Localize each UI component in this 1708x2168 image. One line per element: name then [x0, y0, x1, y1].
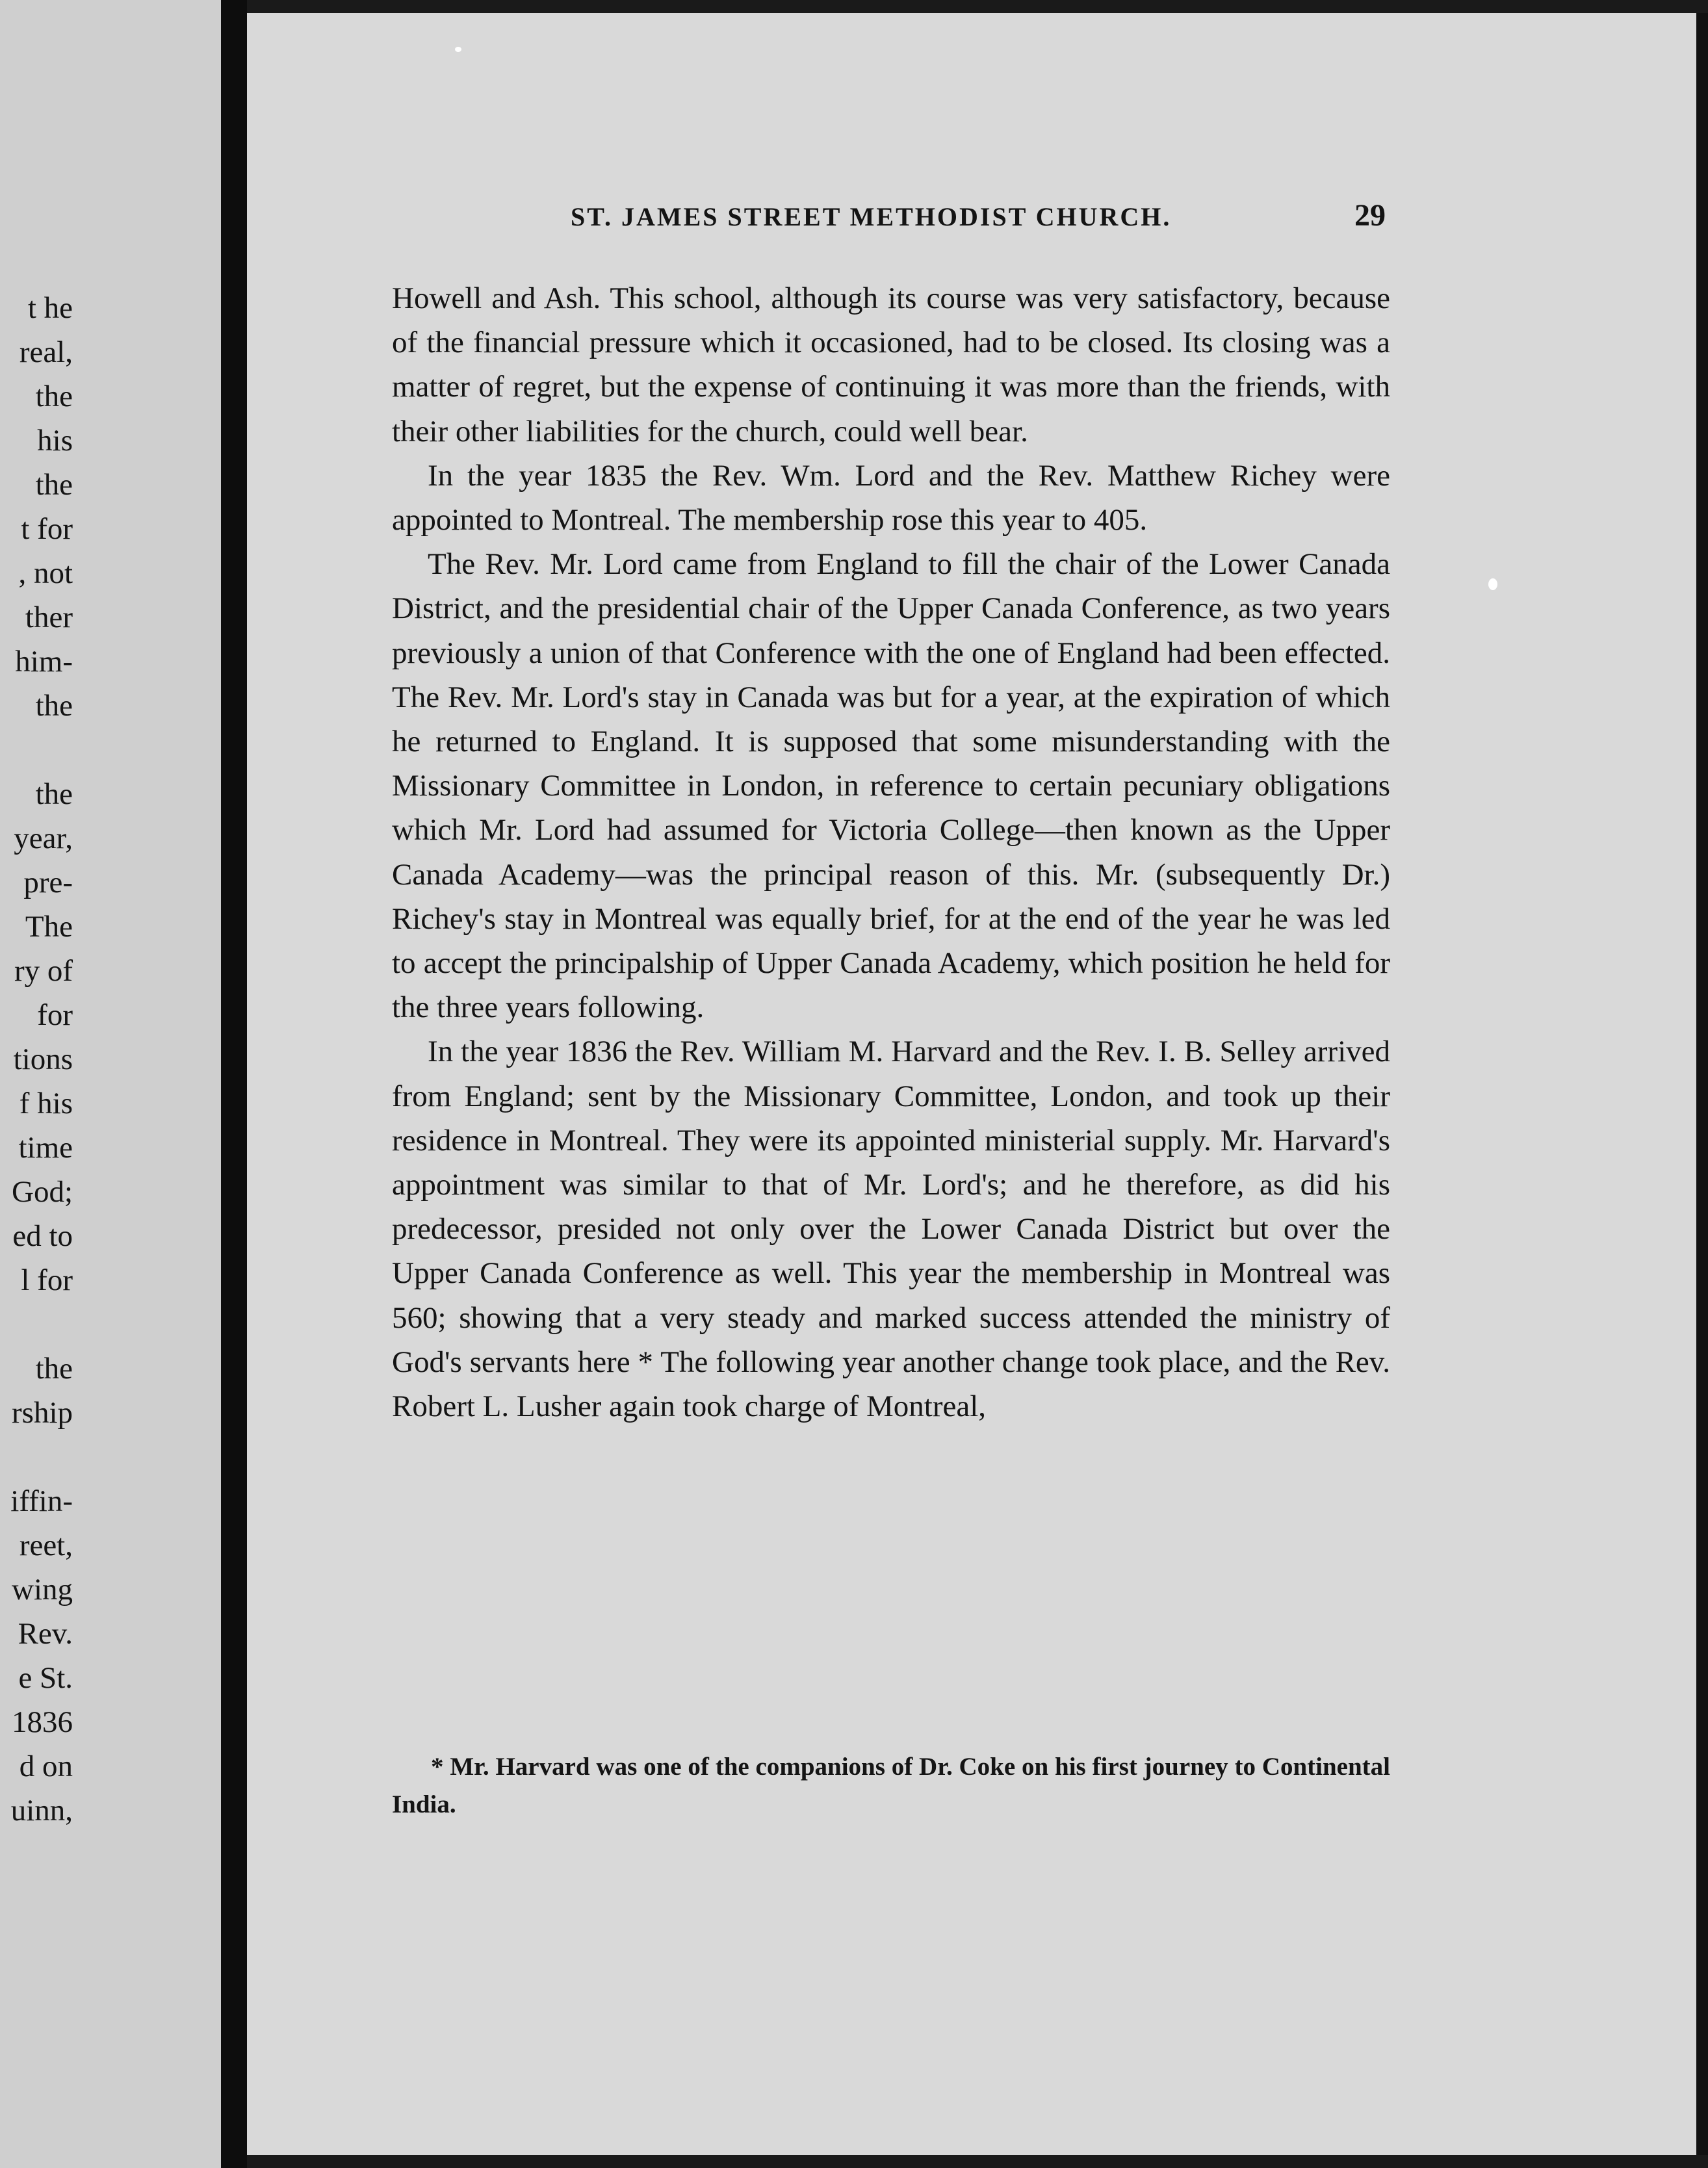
footnote [392, 1748, 1390, 1824]
left-page-fragment: d on [19, 1749, 73, 1783]
left-page-fragment: the [35, 380, 73, 413]
left-page-fragment: the [35, 777, 73, 811]
body-text [392, 276, 1390, 1428]
left-page-fragment [0, 728, 73, 772]
paragraph-2: In the year 1835 the Rev. Wm. Lord and the Rev. Matthew Richey were appointed to Montreal. The membership rose this year to 405. [392, 458, 1390, 537]
left-page-fragment: , not [18, 556, 73, 590]
left-page-fragment: ther [25, 600, 73, 634]
running-head: ST. JAMES STREET METHODIST CHURCH. [571, 202, 1172, 231]
left-page-fragment: Rev. [18, 1617, 73, 1651]
book-gutter [221, 0, 247, 2168]
left-page-fragment: ed to [12, 1219, 73, 1253]
left-page-fragment: uinn, [10, 1794, 73, 1827]
left-page-fragment: t he [27, 291, 73, 325]
page-header [312, 198, 1430, 247]
left-page-text-fragments [0, 286, 73, 1833]
left-page-fragment: t for [21, 512, 73, 546]
left-page-fragment: the [35, 689, 73, 723]
left-page-fragment: l for [21, 1263, 73, 1297]
left-page-fragment: ry of [14, 954, 73, 988]
left-page-fragment: reet, [19, 1529, 73, 1562]
left-facing-page [0, 0, 221, 2168]
left-page-fragment: wing [12, 1573, 73, 1607]
left-page-fragment: God; [12, 1175, 73, 1209]
left-page-fragment: tions [13, 1042, 73, 1076]
left-page-fragment: for [37, 998, 73, 1032]
left-page-fragment: f his [19, 1087, 73, 1120]
left-page-fragment: The [25, 910, 73, 944]
left-page-fragment: the [35, 468, 73, 502]
left-page-fragment: him- [15, 645, 73, 678]
left-page-fragment [0, 1302, 73, 1347]
left-page-fragment: year, [14, 821, 73, 855]
left-page-fragment: real, [19, 335, 73, 369]
footnote-text: * Mr. Harvard was one of the companions of Dr. Coke on his first journey to Continental India. [392, 1753, 1390, 1818]
left-page-fragment: the [35, 1352, 73, 1386]
paragraph-3: The Rev. Mr. Lord came from England to fill the chair of the Lower Canada District, and the presidential chair of the Upper Canada Conference, as two years previously a union of that Conference with the one of England had been effected. The Rev. Mr. Lord's stay in Canada was but for a year, at the expiration of which he returned to England. It is supposed that some misunderstanding with the Missionary Committee in London, in reference to certain pecuniary obligations which Mr. Lord had assumed for Victoria College—then known as the Upper Canada Academy—was the principal reason of this. Mr. (subsequently Dr.) Richey's stay in Montreal was equally brief, for at the end of the year he was led to accept the principalship of Upper Canada Academy, which position he held for the three years following. [392, 547, 1390, 1025]
left-page-fragment: his [37, 424, 73, 458]
page-number: 29 [1354, 198, 1386, 233]
left-page-fragment: pre- [23, 866, 73, 899]
paragraph-4: In the year 1836 the Rev. William M. Harvard and the Rev. I. B. Selley arrived from England; sent by the Missionary Committee, London, and took up their residence in Montreal. They were its appointed ministerial supply. Mr. Harvard's appointment was similar to that of Mr. Lord's; and he therefore, as did his predecessor, presided not only over the Lower Canada District but over the Upper Canada Conference as well. This year the membership in Montreal was 560; showing that a very steady and marked success attended the ministry of God's servants here * The following year another change took place, and the Rev. Robert L. Lusher again took charge of Montreal, [392, 1035, 1390, 1424]
left-page-fragment: e St. [18, 1661, 73, 1695]
left-page-fragment: time [18, 1131, 73, 1165]
paragraph-1: Howell and Ash. This school, although its course was very satisfactory, because of the financial pressure which it occasioned, had to be closed. Its closing was a matter of regret, but the expense of continuing it was more than the friends, with their other liabilities for the church, could well bear. [392, 281, 1390, 448]
left-page-fragment: rship [12, 1396, 73, 1430]
left-page-fragment [0, 1435, 73, 1479]
left-page-fragment: iffin- [10, 1484, 73, 1518]
left-page-fragment: 1836 [12, 1705, 73, 1739]
